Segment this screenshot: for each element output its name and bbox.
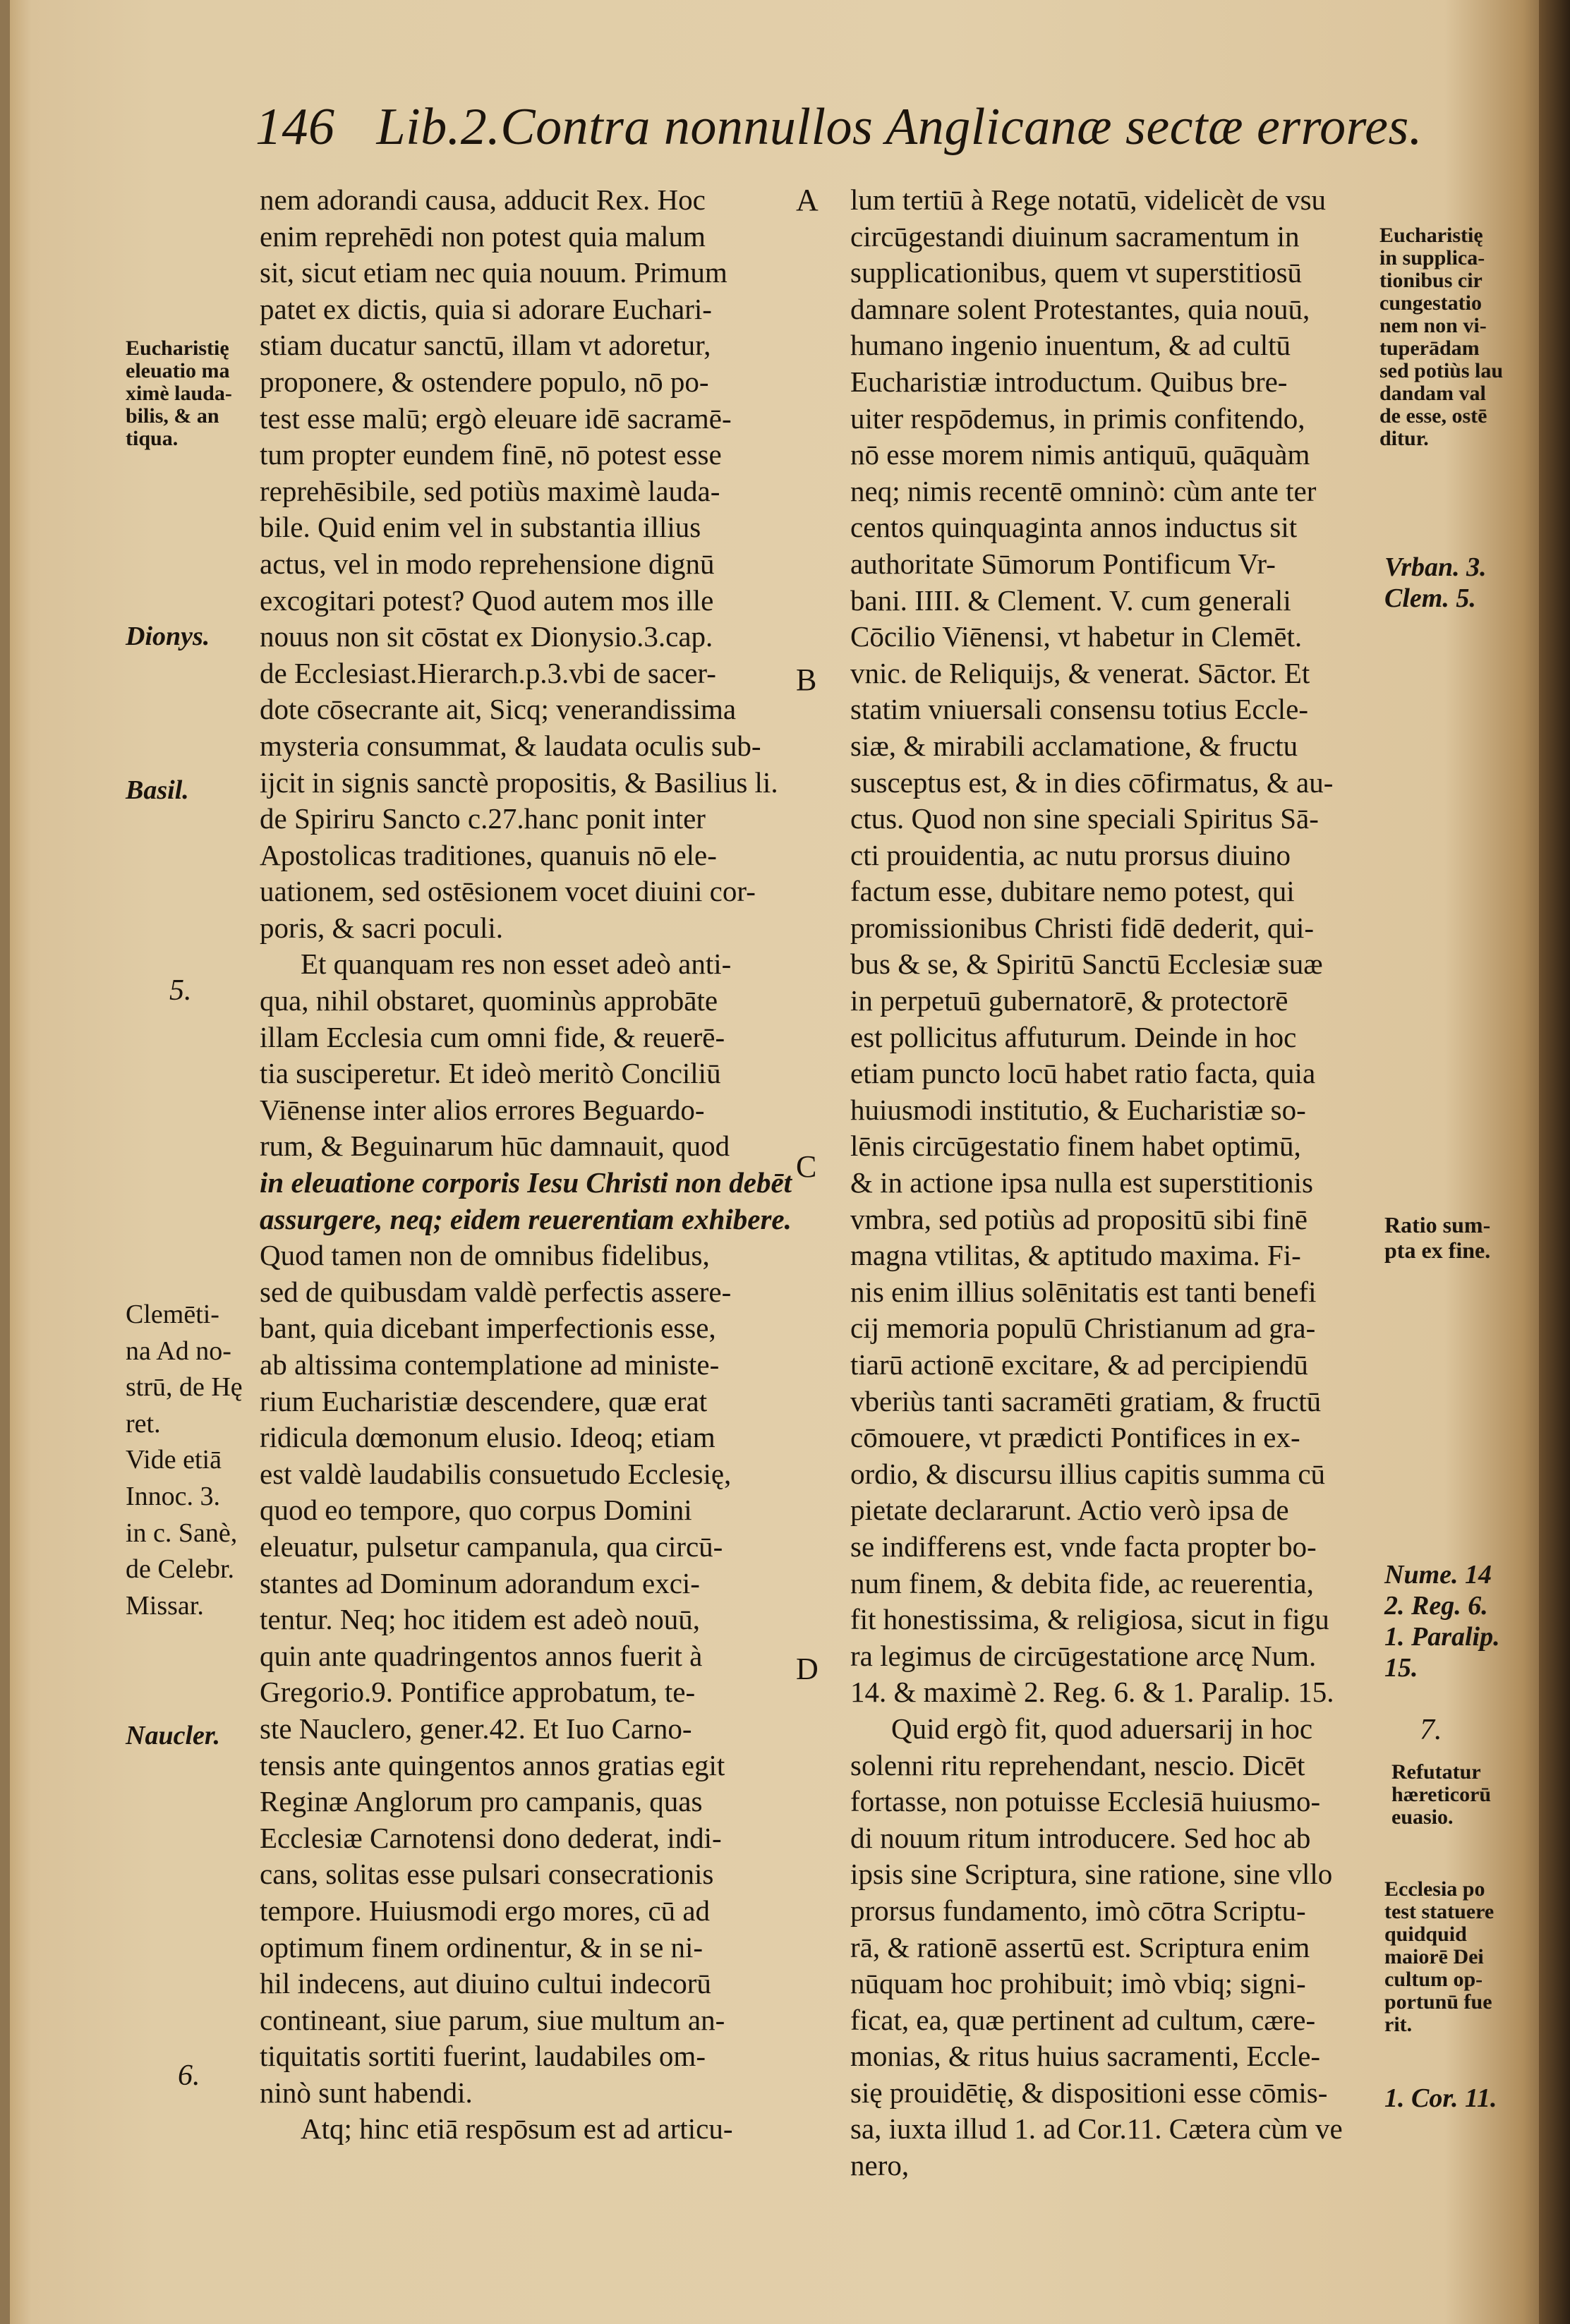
text-line: prorsus fundamento, imò cōtra Scriptu- (850, 1894, 1306, 1927)
margin-note-ecclesia: Ecclesia po test statuere quidquid maiorē Dei cultum op- portunū fue rit. (1384, 1877, 1494, 2036)
text-line: sed de quibusdam valdè perfectis assere- (260, 1275, 732, 1308)
running-header (255, 97, 1423, 157)
margin-ref-dionys: Dionys. (126, 622, 210, 651)
text-line: Reginæ Anglorum pro campanis, quas (260, 1785, 703, 1818)
text-line: in perpetuū gubernatorē, & protectorē (850, 984, 1288, 1017)
text-line: est valdè laudabilis consuetudo Ecclesię, (260, 1457, 732, 1490)
text-line: bant, quia dicebant imperfectionis esse, (260, 1312, 716, 1345)
left-text-column (260, 182, 792, 2148)
text-line: in eleuatione corporis Iesu Christi non debēt (260, 1166, 792, 1199)
text-line: tensis ante quingentos annos gratias egit (260, 1748, 725, 1781)
text-line: sa, iuxta illud 1. ad Cor.11. Cætera cùm ve (850, 2112, 1343, 2146)
text-line: est pollicitus affuturum. Deinde in hoc (850, 1020, 1297, 1053)
text-line: test esse malū; ergò eleuare idē sacramē- (260, 401, 732, 435)
text-line: ridicula dœmonum elusio. Ideoq; etiam (260, 1421, 715, 1454)
margin-section-6: 6. (178, 2059, 200, 2092)
text-line: ctus. Quod non sine speciali Spiritus Sā- (850, 802, 1319, 835)
text-line: assurgere, neq; eidem reuerentiam exhibere. (260, 1202, 792, 1235)
text-line: solenni ritu reprehendant, nescio. Dicēt (850, 1748, 1305, 1781)
text-line: mysteria consummat, & laudata oculis sub- (260, 729, 761, 762)
text-line: eleuatur, pulsetur campanula, qua circū- (260, 1530, 723, 1563)
text-line: nō esse morem nimis antiquū, quāquàm (850, 438, 1310, 471)
text-line: ordio, & discursu illius capitis summa cū (850, 1457, 1326, 1490)
margin-ref-clementina: Clemēti- na Ad no- strū, de Hę ret. Vide etiā Innoc. 3. in c. Sanè, de Celebr. Missar. (126, 1300, 243, 1621)
text-line: Gregorio.9. Pontifice approbatum, te- (260, 1676, 696, 1709)
text-line: fortasse, non potuisse Ecclesiā huiusmo- (850, 1785, 1321, 1818)
text-line: reprehēsibile, sed potiùs maximè lauda- (260, 474, 720, 507)
text-line: ipsis sine Scriptura, sine ratione, sine vllo (850, 1858, 1333, 1891)
text-line: excogitari potest? Quod autem mos ille (260, 583, 714, 617)
text-line: cti prouidentia, ac nutu prorsus diuino (850, 838, 1291, 871)
text-line: se indifferens est, vnde facta propter bo- (850, 1530, 1317, 1563)
margin-ref-numeri: Nume. 14 2. Reg. 6. 1. Paralip. 15. (1384, 1560, 1500, 1683)
text-line: di nouum ritum introducere. Sed hoc ab (850, 1821, 1311, 1854)
text-line: vmbra, sed potiùs ad propositū sibi finē (850, 1202, 1308, 1235)
text-line: de Ecclesiast.Hierarch.p.3.vbi de sacer- (260, 656, 716, 689)
text-line: cans, solitas esse pulsari consecrationis (260, 1858, 714, 1891)
text-line: tia susciperetur. Et ideò meritò Conciliū (260, 1057, 721, 1090)
text-line: patet ex dictis, quia si adorare Euchari- (260, 292, 712, 325)
text-line: ab altissima contemplatione ad ministe- (260, 1348, 720, 1381)
margin-ref-corinthians: 1. Cor. 11. (1384, 2083, 1497, 2113)
text-line: stiam ducatur sanctū, illam vt adoretur, (260, 329, 711, 362)
text-line: monias, & ritus huius sacramenti, Eccle- (850, 2040, 1321, 2073)
margin-section-5: 5. (169, 974, 192, 1007)
text-line: Quid ergò fit, quod aduersarij in hoc (891, 1712, 1313, 1745)
text-line: lum tertiū à Rege notatū, videlicèt de vsu (850, 183, 1327, 216)
margin-ref-urban-clem: Vrban. 3. Clem. 5. (1384, 552, 1487, 613)
text-line: stantes ad Dominum adorandum exci- (260, 1566, 700, 1599)
text-line: nis enim illius solēnitatis est tanti benefi (850, 1275, 1317, 1308)
text-line: Atq; hinc etiā respōsum est ad articu- (301, 2112, 733, 2146)
text-line: humano ingenio inuentum, & ad cultū (850, 329, 1291, 362)
section-letter-d: D (796, 1652, 819, 1686)
text-line: Et quanquam res non esset adeò anti- (301, 948, 732, 981)
margin-note-ratio: Ratio sum- pta ex fine. (1384, 1212, 1491, 1263)
text-line: nem adorandi causa, adducit Rex. Hoc (260, 183, 706, 216)
text-line: ste Nauclero, gener.42. Et Iuo Carno- (260, 1712, 692, 1745)
text-line: tum propter eundem finē, nō potest esse (260, 438, 722, 471)
text-line: się prouidētię, & dispositioni esse cōmis- (850, 2076, 1328, 2109)
text-line: Eucharistiæ introductum. Quibus bre- (850, 365, 1288, 398)
text-line: tentur. Neq; hoc itidem est adeò nouū, (260, 1603, 700, 1636)
text-line: cōmouere, vt prædicti Pontifices in ex- (850, 1421, 1300, 1454)
text-line: cij memoria populū Christianum ad gra- (850, 1312, 1316, 1345)
text-line: bus & se, & Spiritū Sanctū Ecclesiæ suæ (850, 948, 1323, 981)
text-line: promissionibus Christi fidē dederit, qui- (850, 911, 1315, 944)
text-line: lēnis circūgestatio finem habet optimū, (850, 1130, 1301, 1163)
right-text-column (850, 182, 1379, 2184)
text-line: Apostolicas traditiones, quanuis nō ele- (260, 838, 717, 871)
text-line: statim vniuersali consensu totius Eccle- (850, 693, 1309, 726)
text-line: supplicationibus, quem vt superstitiosū (850, 256, 1303, 289)
margin-ref-naucler: Naucler. (126, 1721, 221, 1750)
margin-ref-basil: Basil. (126, 775, 189, 805)
text-line: rā, & rationē assertū est. Scriptura enim (850, 1930, 1310, 1963)
margin-section-7: 7. (1420, 1714, 1442, 1746)
text-line: illam Ecclesia cum omni fide, & reuerē- (260, 1020, 725, 1053)
section-letter-c: C (796, 1149, 817, 1184)
text-line: sit, sicut etiam nec quia nouum. Primum (260, 256, 727, 289)
page-gutter (0, 0, 10, 2324)
text-line: pietate declararunt. Actio verò ipsa de (850, 1494, 1289, 1527)
text-line: magna vtilitas, & aptitudo maxima. Fi- (850, 1239, 1301, 1272)
book-spine-edge (1539, 0, 1570, 2324)
text-line: damnare solent Protestantes, quia nouū, (850, 292, 1310, 325)
text-line: bile. Quid enim vel in substantia illius (260, 511, 701, 544)
text-line: Ecclesiæ Carnotensi dono dederat, indi- (260, 1821, 722, 1854)
section-letter-b: B (796, 662, 817, 697)
text-line: nūquam hoc prohibuit; imò vbiq; signi- (850, 1967, 1306, 2000)
text-line: fit honestissima, & religiosa, sicut in figu (850, 1603, 1329, 1636)
text-line: tiarū actionē excitare, & ad percipiendū (850, 1348, 1308, 1381)
text-line: Cōcilio Viēnensi, vt habetur in Clemēt. (850, 620, 1303, 653)
margin-note-refutatur: Refutatur hæreticorū euasio. (1391, 1760, 1492, 1829)
text-line: de Spiriru Sancto c.27.hanc ponit inter (260, 802, 706, 835)
text-line: ra legimus de circūgestatione arcę Num. (850, 1639, 1317, 1672)
text-line: hil indecens, aut diuino cultui indecorū (260, 1967, 711, 2000)
text-line: centos quinquaginta annos inductus sit (850, 511, 1298, 544)
margin-note-circumgestatio: Eucharistię in supplica- tionibus cir cungestatio nem non vi- tuperādam sed potiùs lau dandam val de esse, ostē ditur. (1379, 224, 1504, 450)
section-letter-a: A (796, 183, 819, 217)
text-line: & in actione ipsa nulla est superstitionis (850, 1166, 1313, 1199)
text-line: actus, vel in modo reprehensione dignū (260, 547, 715, 580)
text-line: uationem, sed ostēsionem vocet diuini cor- (260, 875, 756, 908)
text-line: Viēnense inter alios errores Beguardo- (260, 1093, 705, 1126)
text-line: factum esse, dubitare nemo potest, qui (850, 875, 1295, 908)
text-line: proponere, & ostendere populo, nō po- (260, 365, 709, 398)
text-line: qua, nihil obstaret, quominùs approbāte (260, 984, 718, 1017)
text-line: circūgestandi diuinum sacramentum in (850, 219, 1300, 253)
text-line: num finem, & debita fide, ac reuerentia, (850, 1566, 1314, 1599)
text-line: poris, & sacri poculi. (260, 911, 504, 944)
text-line: authoritate Sūmorum Pontificum Vr- (850, 547, 1276, 580)
text-line: ninò sunt habendi. (260, 2076, 473, 2109)
text-line: tempore. Huiusmodi ergo mores, cū ad (260, 1894, 711, 1927)
text-line: rium Eucharistiæ descendere, quæ erat (260, 1384, 708, 1417)
page-number: 146 (255, 98, 335, 156)
text-line: ficat, ea, quæ pertinent ad cultum, cære- (850, 2003, 1316, 2036)
text-line: siæ, & mirabili acclamatione, & fructu (850, 729, 1298, 762)
text-line: quin ante quadringentos annos fuerit à (260, 1639, 703, 1672)
text-line: optimum finem ordinentur, & in se ni- (260, 1930, 704, 1963)
text-line: neq; nimis recentē omninò: cùm ante ter (850, 474, 1317, 507)
text-line: dote cōsecrante ait, Sicq; venerandissima (260, 693, 737, 726)
text-line: nero, (850, 2149, 910, 2182)
margin-note-eucharistia: Eucharistię eleuatio ma ximè lauda- bilis, & an tiqua. (126, 337, 232, 450)
text-line: tiquitatis sortiti fuerint, laudabiles om- (260, 2040, 706, 2073)
text-line: 14. & maximè 2. Reg. 6. & 1. Paralip. 15. (850, 1676, 1334, 1709)
text-line: Quod tamen non de omnibus fidelibus, (260, 1239, 710, 1272)
text-line: rum, & Beguinarum hūc damnauit, quod (260, 1130, 730, 1163)
text-line: nouus non sit cōstat ex Dionysio.3.cap. (260, 620, 713, 653)
text-line: enim reprehēdi non potest quia malum (260, 219, 706, 253)
text-line: uiter respōdemus, in primis confitendo, (850, 401, 1305, 435)
text-line: huiusmodi institutio, & Eucharistiæ so- (850, 1093, 1306, 1126)
text-line: vberiùs tanti sacramēti gratiam, & fructū (850, 1384, 1322, 1417)
text-line: contineant, siue parum, siue multum an- (260, 2003, 725, 2036)
text-line: bani. IIII. & Clement. V. cum generali (850, 583, 1291, 617)
running-title: Lib.2.Contra nonnullos Anglicanæ sectæ errores. (376, 98, 1423, 156)
text-line: vnic. de Reliquijs, & venerat. Sāctor. Et (850, 656, 1310, 689)
text-line: quod eo tempore, quo corpus Domini (260, 1494, 692, 1527)
text-line: etiam puncto locū habet ratio facta, quia (850, 1057, 1316, 1090)
text-line: ijcit in signis sanctè propositis, & Basilius li. (260, 765, 778, 799)
text-line: susceptus est, & in dies cōfirmatus, & au- (850, 765, 1334, 799)
